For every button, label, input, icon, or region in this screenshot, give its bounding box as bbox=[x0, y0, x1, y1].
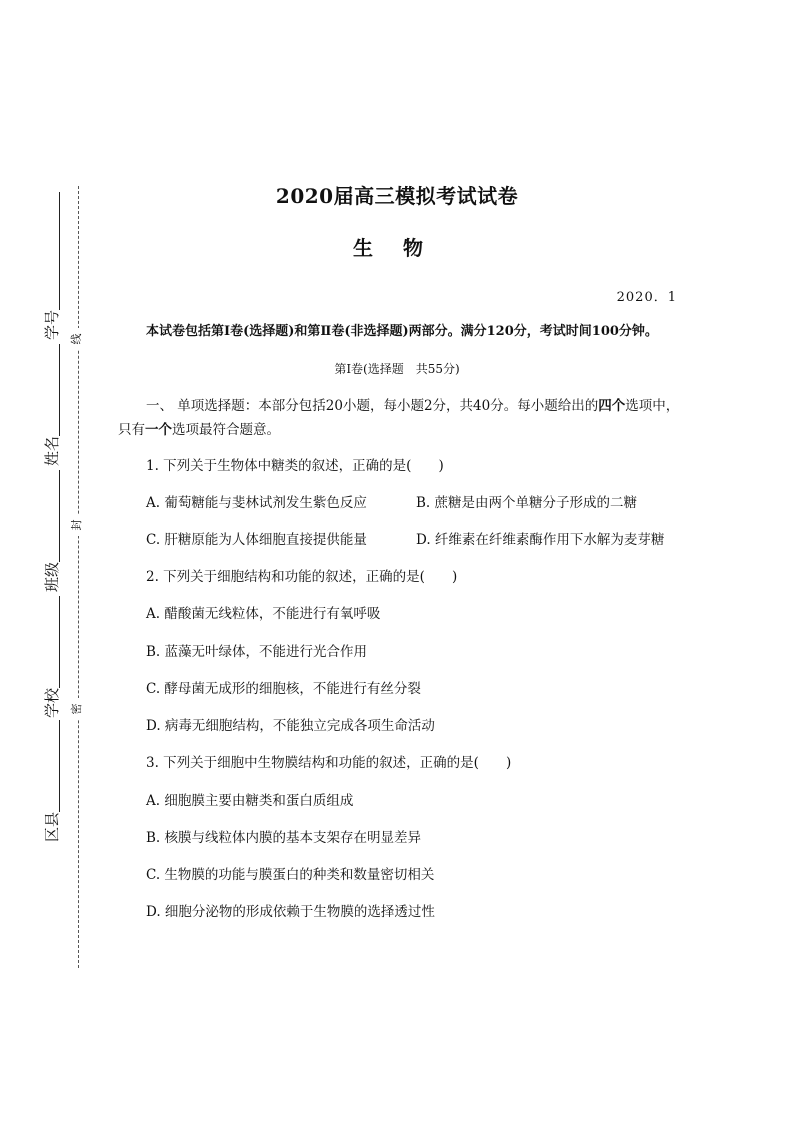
question-1-stem: 1. 下列关于生物体中糖类的叙述，正确的是( ) bbox=[146, 458, 444, 474]
instructions-text-1: 一、 单项选择题：本部分包括20小题，每小题2分，共40分。每小题给出的 bbox=[146, 398, 599, 414]
field-blank-name[interactable] bbox=[47, 344, 60, 436]
question-1-option-d[interactable]: D. 纤维素在纤维素酶作用下水解为麦芽糖 bbox=[416, 532, 665, 548]
field-label-name: 姓名 bbox=[43, 435, 61, 466]
question-3-stem: 3. 下列关于细胞中生物膜结构和功能的叙述，正确的是( ) bbox=[146, 755, 512, 771]
exam-subject: 生物 bbox=[353, 236, 453, 260]
instructions-emphasis-1: 四个 bbox=[598, 398, 626, 414]
question-2-stem: 2. 下列关于细胞结构和功能的叙述，正确的是( ) bbox=[146, 569, 458, 585]
question-2-option-c[interactable]: C. 酵母菌无成形的细胞核，不能进行有丝分裂 bbox=[146, 681, 421, 697]
question-3-option-c[interactable]: C. 生物膜的功能与膜蛋白的种类和数量密切相关 bbox=[146, 867, 435, 883]
exam-date: 2020．1 bbox=[616, 290, 677, 305]
question-2-option-d[interactable]: D. 病毒无细胞结构，不能独立完成各项生命活动 bbox=[146, 718, 435, 734]
instructions-text-3: 选项最符合题意。 bbox=[172, 422, 280, 438]
field-label-class: 班级 bbox=[43, 561, 61, 592]
instructions-emphasis-2: 一个 bbox=[145, 422, 172, 438]
field-label-district: 区县 bbox=[43, 811, 61, 842]
exam-title: 2020届高三模拟考试试卷 bbox=[275, 184, 519, 208]
field-district[interactable] bbox=[44, 720, 60, 842]
binding-dashed-line bbox=[78, 186, 79, 968]
field-student-id[interactable] bbox=[44, 192, 60, 340]
question-3-option-d[interactable]: D. 细胞分泌物的形成依赖于生物膜的选择透过性 bbox=[146, 904, 435, 920]
section-instructions bbox=[118, 394, 690, 442]
question-2-option-a[interactable]: A. 醋酸菌无线粒体，不能进行有氧呼吸 bbox=[146, 606, 381, 622]
field-school[interactable] bbox=[44, 596, 60, 718]
field-blank-district[interactable] bbox=[47, 720, 60, 812]
question-2-option-b[interactable]: B. 蓝藻无叶绿体，不能进行光合作用 bbox=[146, 644, 368, 660]
field-blank-class[interactable] bbox=[47, 470, 60, 562]
field-label-student-id: 学号 bbox=[43, 309, 61, 340]
question-1-option-c[interactable]: C. 肝糖原能为人体细胞直接提供能量 bbox=[146, 532, 367, 548]
section-title: 第Ⅰ卷(选择题 共55分) bbox=[334, 362, 460, 376]
cut-mark-line: 线 bbox=[70, 328, 84, 350]
question-3-option-a[interactable]: A. 细胞膜主要由糖类和蛋白质组成 bbox=[146, 793, 354, 809]
cut-mark-seal: 封 bbox=[70, 514, 84, 536]
cut-mark-secret: 密 bbox=[70, 698, 84, 720]
question-1-option-a[interactable]: A. 葡萄糖能与斐林试剂发生紫色反应 bbox=[146, 495, 367, 511]
field-blank-school[interactable] bbox=[47, 596, 60, 688]
question-3-option-b[interactable]: B. 核膜与线粒体内膜的基本支架存在明显差异 bbox=[146, 830, 422, 846]
question-1-option-b[interactable]: B. 蔗糖是由两个单糖分子形成的二糖 bbox=[416, 495, 638, 511]
exam-intro: 本试卷包括第Ⅰ卷(选择题)和第Ⅱ卷(非选择题)两部分。满分120分，考试时间100分钟。 bbox=[146, 324, 658, 339]
field-label-school: 学校 bbox=[43, 687, 61, 718]
instructions-text-2: 选项中，只有 bbox=[118, 398, 680, 438]
field-class[interactable] bbox=[44, 470, 60, 592]
